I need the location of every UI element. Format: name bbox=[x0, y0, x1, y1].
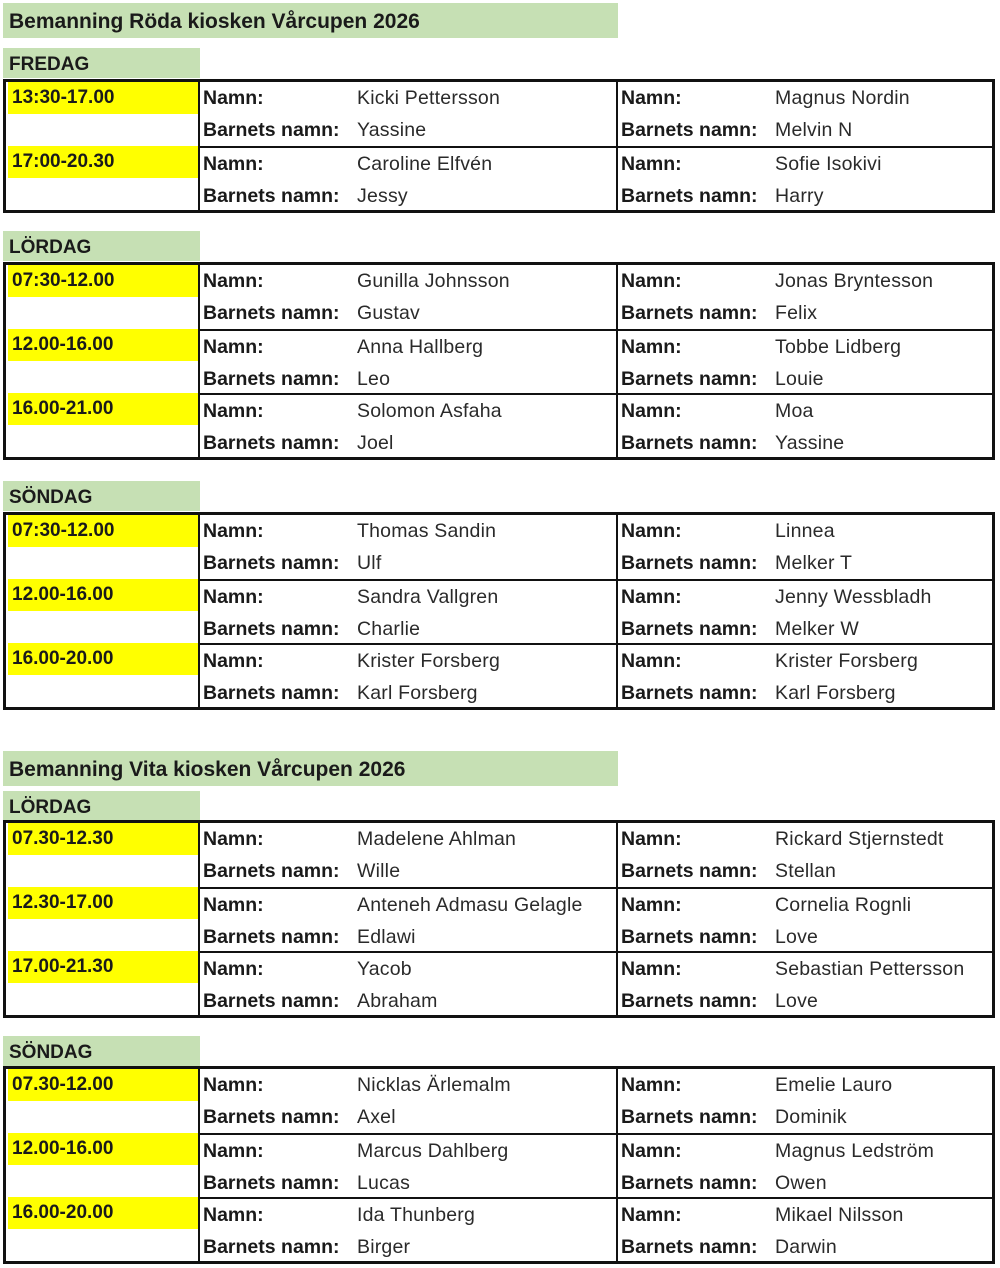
volunteer-name: Moa bbox=[775, 400, 814, 422]
shift-table bbox=[3, 262, 995, 460]
time-cell bbox=[6, 1133, 200, 1197]
time-range: 07.30-12.00 bbox=[8, 1069, 198, 1101]
child-name: Charlie bbox=[357, 618, 421, 640]
child-name-line bbox=[200, 114, 616, 146]
time-range: 07.30-12.30 bbox=[8, 823, 198, 855]
volunteer-name-line bbox=[200, 889, 616, 921]
child-name-line bbox=[200, 297, 616, 329]
name-label: Namn: bbox=[203, 894, 264, 916]
child-name-line bbox=[618, 1101, 992, 1133]
shift-slot bbox=[6, 643, 992, 707]
volunteer-name-line bbox=[618, 148, 992, 180]
volunteer-cell-right bbox=[618, 1069, 992, 1133]
volunteer-cell-right bbox=[618, 1133, 992, 1197]
child-label: Barnets namn: bbox=[203, 1106, 340, 1128]
shift-slot bbox=[6, 1133, 992, 1197]
day-header: SÖNDAG bbox=[3, 481, 200, 511]
volunteer-name-line bbox=[618, 953, 992, 985]
volunteer-name-line bbox=[618, 265, 992, 297]
child-name: Yassine bbox=[775, 432, 845, 454]
child-name: Karl Forsberg bbox=[357, 682, 478, 704]
name-label: Namn: bbox=[621, 270, 682, 292]
child-label: Barnets namn: bbox=[621, 618, 758, 640]
volunteer-cell-left bbox=[200, 951, 618, 1015]
time-cell bbox=[6, 329, 200, 393]
shift-slot bbox=[6, 515, 992, 579]
child-name-line bbox=[200, 427, 616, 459]
child-name: Harry bbox=[775, 185, 824, 207]
child-name: Felix bbox=[775, 302, 818, 324]
child-label: Barnets namn: bbox=[203, 432, 340, 454]
day-header: LÖRDAG bbox=[3, 791, 200, 821]
time-cell bbox=[6, 643, 200, 707]
name-label: Namn: bbox=[203, 153, 264, 175]
child-name-line bbox=[618, 297, 992, 329]
name-label: Namn: bbox=[621, 1204, 682, 1226]
volunteer-cell-right bbox=[618, 146, 992, 210]
shift-slot bbox=[6, 329, 992, 393]
child-label: Barnets namn: bbox=[203, 552, 340, 574]
child-label: Barnets namn: bbox=[621, 926, 758, 948]
child-name: Leo bbox=[357, 368, 391, 390]
volunteer-name-line bbox=[618, 82, 992, 114]
child-name: Birger bbox=[357, 1236, 411, 1258]
time-cell bbox=[6, 82, 200, 146]
child-name: Darwin bbox=[775, 1236, 837, 1258]
section-title: Bemanning Röda kiosken Vårcupen 2026 bbox=[3, 3, 618, 38]
volunteer-cell-left bbox=[200, 1197, 618, 1261]
volunteer-name-line bbox=[200, 265, 616, 297]
volunteer-name: Thomas Sandin bbox=[357, 520, 497, 542]
time-range: 16.00-20.00 bbox=[8, 1197, 198, 1229]
volunteer-name-line bbox=[618, 331, 992, 363]
child-label: Barnets namn: bbox=[203, 990, 340, 1012]
child-name: Yassine bbox=[357, 119, 427, 141]
volunteer-name: Jenny Wessbladh bbox=[775, 586, 932, 608]
volunteer-name-line bbox=[200, 823, 616, 855]
volunteer-cell-left bbox=[200, 393, 618, 457]
volunteer-name: Linnea bbox=[775, 520, 835, 542]
child-name-line bbox=[618, 1167, 992, 1199]
name-label: Namn: bbox=[621, 828, 682, 850]
name-label: Namn: bbox=[621, 650, 682, 672]
volunteer-name-line bbox=[200, 581, 616, 613]
volunteer-name-line bbox=[618, 395, 992, 427]
volunteer-name: Sandra Vallgren bbox=[357, 586, 499, 608]
child-label: Barnets namn: bbox=[203, 618, 340, 640]
volunteer-cell-right bbox=[618, 887, 992, 951]
volunteer-name-line bbox=[200, 1199, 616, 1231]
time-range: 16.00-21.00 bbox=[8, 393, 198, 425]
child-label: Barnets namn: bbox=[621, 185, 758, 207]
volunteer-cell-left bbox=[200, 146, 618, 210]
time-range: 17.00-21.30 bbox=[8, 951, 198, 983]
volunteer-name: Marcus Dahlberg bbox=[357, 1140, 509, 1162]
volunteer-name: Magnus Nordin bbox=[775, 87, 910, 109]
volunteer-name: Madelene Ahlman bbox=[357, 828, 517, 850]
child-label: Barnets namn: bbox=[621, 990, 758, 1012]
time-cell bbox=[6, 951, 200, 1015]
child-label: Barnets namn: bbox=[621, 860, 758, 882]
time-cell bbox=[6, 1197, 200, 1261]
shift-slot bbox=[6, 887, 992, 951]
volunteer-name: Mikael Nilsson bbox=[775, 1204, 904, 1226]
name-label: Namn: bbox=[621, 400, 682, 422]
name-label: Namn: bbox=[621, 894, 682, 916]
name-label: Namn: bbox=[203, 520, 264, 542]
name-label: Namn: bbox=[621, 520, 682, 542]
child-label: Barnets namn: bbox=[203, 926, 340, 948]
volunteer-name-line bbox=[618, 889, 992, 921]
volunteer-cell-left bbox=[200, 643, 618, 707]
child-label: Barnets namn: bbox=[621, 119, 758, 141]
name-label: Namn: bbox=[203, 1204, 264, 1226]
name-label: Namn: bbox=[621, 586, 682, 608]
child-name: Lucas bbox=[357, 1172, 411, 1194]
volunteer-cell-left bbox=[200, 82, 618, 146]
time-range: 12.00-16.00 bbox=[8, 329, 198, 361]
child-label: Barnets namn: bbox=[621, 552, 758, 574]
child-name-line bbox=[618, 363, 992, 395]
name-label: Namn: bbox=[203, 400, 264, 422]
volunteer-cell-left bbox=[200, 1133, 618, 1197]
shift-table bbox=[3, 1066, 995, 1264]
shift-slot bbox=[6, 265, 992, 329]
name-label: Namn: bbox=[203, 1140, 264, 1162]
volunteer-cell-right bbox=[618, 393, 992, 457]
volunteer-name: Caroline Elfvén bbox=[357, 153, 493, 175]
child-label: Barnets namn: bbox=[203, 185, 340, 207]
child-label: Barnets namn: bbox=[203, 1172, 340, 1194]
child-name: Jessy bbox=[357, 185, 408, 207]
child-name: Abraham bbox=[357, 990, 438, 1012]
volunteer-cell-right bbox=[618, 951, 992, 1015]
child-label: Barnets namn: bbox=[203, 119, 340, 141]
child-name: Edlawi bbox=[357, 926, 416, 948]
volunteer-name: Nicklas Ärlemalm bbox=[357, 1074, 511, 1096]
volunteer-name-line bbox=[200, 1069, 616, 1101]
shift-slot bbox=[6, 951, 992, 1015]
child-name-line bbox=[618, 427, 992, 459]
child-name-line bbox=[618, 613, 992, 645]
volunteer-cell-right bbox=[618, 823, 992, 887]
child-name-line bbox=[618, 921, 992, 953]
volunteer-name: Cornelia Rognli bbox=[775, 894, 912, 916]
shift-slot bbox=[6, 393, 992, 457]
child-name-line bbox=[200, 363, 616, 395]
child-label: Barnets namn: bbox=[203, 682, 340, 704]
volunteer-name-line bbox=[618, 581, 992, 613]
shift-slot bbox=[6, 1069, 992, 1133]
volunteer-name-line bbox=[200, 1135, 616, 1167]
volunteer-name-line bbox=[200, 395, 616, 427]
child-name-line bbox=[618, 1231, 992, 1263]
volunteer-name: Anna Hallberg bbox=[357, 336, 484, 358]
child-name: Joel bbox=[357, 432, 394, 454]
child-name-line bbox=[618, 180, 992, 212]
name-label: Namn: bbox=[621, 87, 682, 109]
volunteer-name: Emelie Lauro bbox=[775, 1074, 893, 1096]
child-name-line bbox=[618, 547, 992, 579]
volunteer-name-line bbox=[200, 515, 616, 547]
child-name: Gustav bbox=[357, 302, 420, 324]
child-label: Barnets namn: bbox=[621, 1106, 758, 1128]
child-name-line bbox=[618, 114, 992, 146]
volunteer-name: Sofie Isokivi bbox=[775, 153, 882, 175]
volunteer-cell-right bbox=[618, 1197, 992, 1261]
volunteer-name: Gunilla Johnsson bbox=[357, 270, 510, 292]
child-name: Melker T bbox=[775, 552, 853, 574]
volunteer-name: Krister Forsberg bbox=[775, 650, 918, 672]
volunteer-cell-right bbox=[618, 82, 992, 146]
volunteer-cell-right bbox=[618, 515, 992, 579]
shift-slot bbox=[6, 146, 992, 210]
time-range: 07:30-12.00 bbox=[8, 265, 198, 297]
volunteer-name-line bbox=[618, 515, 992, 547]
child-name: Louie bbox=[775, 368, 824, 390]
child-label: Barnets namn: bbox=[203, 368, 340, 390]
time-range: 12.30-17.00 bbox=[8, 887, 198, 919]
child-name-line bbox=[200, 547, 616, 579]
shift-slot bbox=[6, 1197, 992, 1261]
name-label: Namn: bbox=[203, 586, 264, 608]
name-label: Namn: bbox=[621, 958, 682, 980]
volunteer-name: Sebastian Pettersson bbox=[775, 958, 965, 980]
child-label: Barnets namn: bbox=[203, 860, 340, 882]
child-name-line bbox=[618, 855, 992, 887]
volunteer-cell-left bbox=[200, 515, 618, 579]
time-range: 12.00-16.00 bbox=[8, 1133, 198, 1165]
section-title: Bemanning Vita kiosken Vårcupen 2026 bbox=[3, 751, 618, 786]
child-label: Barnets namn: bbox=[203, 302, 340, 324]
child-name: Axel bbox=[357, 1106, 396, 1128]
child-label: Barnets namn: bbox=[621, 302, 758, 324]
day-header: SÖNDAG bbox=[3, 1036, 200, 1066]
volunteer-name-line bbox=[200, 331, 616, 363]
volunteer-name: Anteneh Admasu Gelagle bbox=[357, 894, 583, 916]
volunteer-name-line bbox=[618, 823, 992, 855]
child-name-line bbox=[200, 1101, 616, 1133]
shift-slot bbox=[6, 82, 992, 146]
child-label: Barnets namn: bbox=[621, 682, 758, 704]
child-name-line bbox=[200, 1167, 616, 1199]
volunteer-cell-left bbox=[200, 579, 618, 643]
child-name: Stellan bbox=[775, 860, 837, 882]
shift-table bbox=[3, 512, 995, 710]
name-label: Namn: bbox=[203, 828, 264, 850]
volunteer-cell-left bbox=[200, 887, 618, 951]
shift-table bbox=[3, 79, 995, 213]
volunteer-name: Solomon Asfaha bbox=[357, 400, 502, 422]
time-cell bbox=[6, 579, 200, 643]
child-name-line bbox=[200, 677, 616, 709]
child-name: Love bbox=[775, 926, 819, 948]
volunteer-name: Yacob bbox=[357, 958, 412, 980]
volunteer-cell-left bbox=[200, 329, 618, 393]
volunteer-name-line bbox=[618, 645, 992, 677]
child-name-line bbox=[200, 855, 616, 887]
time-cell bbox=[6, 823, 200, 887]
shift-slot bbox=[6, 823, 992, 887]
time-cell bbox=[6, 515, 200, 579]
volunteer-cell-right bbox=[618, 643, 992, 707]
time-cell bbox=[6, 146, 200, 210]
shift-table bbox=[3, 820, 995, 1018]
child-name: Owen bbox=[775, 1172, 827, 1194]
name-label: Namn: bbox=[621, 153, 682, 175]
volunteer-name: Rickard Stjernstedt bbox=[775, 828, 944, 850]
day-header: FREDAG bbox=[3, 48, 200, 78]
day-header: LÖRDAG bbox=[3, 231, 200, 261]
time-range: 17:00-20.30 bbox=[8, 146, 198, 178]
name-label: Namn: bbox=[203, 958, 264, 980]
child-label: Barnets namn: bbox=[621, 432, 758, 454]
time-cell bbox=[6, 1069, 200, 1133]
child-name-line bbox=[200, 1231, 616, 1263]
child-name: Dominik bbox=[775, 1106, 847, 1128]
child-label: Barnets namn: bbox=[621, 1236, 758, 1258]
name-label: Namn: bbox=[203, 270, 264, 292]
name-label: Namn: bbox=[621, 1074, 682, 1096]
name-label: Namn: bbox=[203, 87, 264, 109]
child-label: Barnets namn: bbox=[621, 1172, 758, 1194]
volunteer-name: Magnus Ledström bbox=[775, 1140, 935, 1162]
volunteer-name: Kicki Pettersson bbox=[357, 87, 501, 109]
volunteer-name: Krister Forsberg bbox=[357, 650, 500, 672]
child-name-line bbox=[618, 677, 992, 709]
child-name-line bbox=[618, 985, 992, 1017]
child-name-line bbox=[200, 613, 616, 645]
volunteer-cell-right bbox=[618, 329, 992, 393]
volunteer-name-line bbox=[618, 1199, 992, 1231]
volunteer-name-line bbox=[618, 1135, 992, 1167]
time-cell bbox=[6, 393, 200, 457]
volunteer-name: Jonas Bryntesson bbox=[775, 270, 934, 292]
child-name: Wille bbox=[357, 860, 401, 882]
child-label: Barnets namn: bbox=[203, 1236, 340, 1258]
name-label: Namn: bbox=[621, 1140, 682, 1162]
child-name: Melker W bbox=[775, 618, 859, 640]
name-label: Namn: bbox=[203, 650, 264, 672]
child-name: Melvin N bbox=[775, 119, 853, 141]
volunteer-cell-left bbox=[200, 265, 618, 329]
time-range: 13:30-17.00 bbox=[8, 82, 198, 114]
volunteer-cell-right bbox=[618, 265, 992, 329]
time-cell bbox=[6, 887, 200, 951]
volunteer-cell-left bbox=[200, 1069, 618, 1133]
volunteer-name: Tobbe Lidberg bbox=[775, 336, 902, 358]
volunteer-name-line bbox=[200, 148, 616, 180]
child-name: Ulf bbox=[357, 552, 382, 574]
name-label: Namn: bbox=[621, 336, 682, 358]
name-label: Namn: bbox=[203, 1074, 264, 1096]
child-name: Karl Forsberg bbox=[775, 682, 896, 704]
volunteer-cell-left bbox=[200, 823, 618, 887]
time-range: 16.00-20.00 bbox=[8, 643, 198, 675]
child-label: Barnets namn: bbox=[621, 368, 758, 390]
child-name-line bbox=[200, 921, 616, 953]
volunteer-name-line bbox=[618, 1069, 992, 1101]
child-name: Love bbox=[775, 990, 819, 1012]
child-name-line bbox=[200, 985, 616, 1017]
volunteer-name: Ida Thunberg bbox=[357, 1204, 476, 1226]
shift-slot bbox=[6, 579, 992, 643]
child-name-line bbox=[200, 180, 616, 212]
name-label: Namn: bbox=[203, 336, 264, 358]
volunteer-cell-right bbox=[618, 579, 992, 643]
volunteer-name-line bbox=[200, 645, 616, 677]
time-cell bbox=[6, 265, 200, 329]
time-range: 07:30-12.00 bbox=[8, 515, 198, 547]
volunteer-name-line bbox=[200, 953, 616, 985]
volunteer-name-line bbox=[200, 82, 616, 114]
time-range: 12.00-16.00 bbox=[8, 579, 198, 611]
